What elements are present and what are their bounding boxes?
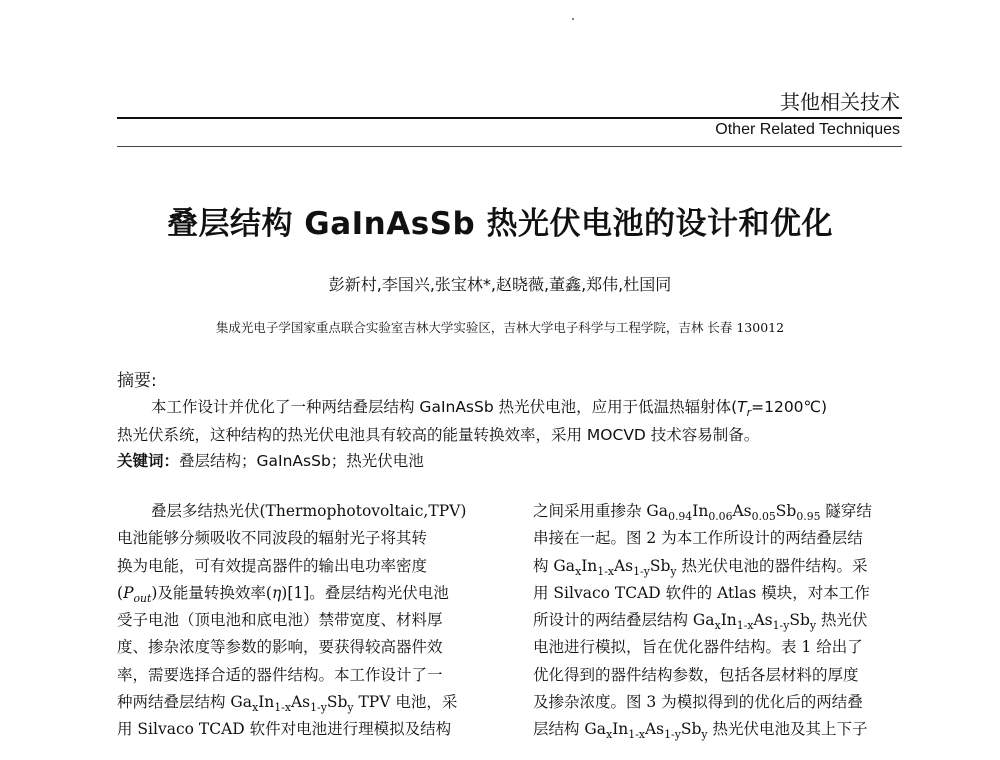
text-line: $(P_{out})$及能量转换效率(η)[1]。叠层结构光伏电池 [117, 583, 449, 605]
text-line: 串接在一起。图 2 为本工作所设计的两结叠层结 [533, 529, 863, 548]
text-line: 层结构 $Ga_xIn_{1-x}As_{1-y}Sb_y$ 热光伏电池及其上下子 [533, 720, 868, 742]
text-line: 换为电能，可有效提高器件的输出电功率密度 [117, 556, 428, 575]
text-line: 所设计的两结叠层结构 $Ga_xIn_{1-x}As_{1-y}Sb_y$ 热光伏 [533, 611, 868, 633]
abstract-line-2: 热光伏系统，这种结构的热光伏电池具有较高的能量转换效率，采用 MOCVD 技术容易制备。 [117, 426, 760, 444]
paper-title: 叠层结构 GaInAsSb 热光伏电池的设计和优化 [166, 206, 833, 242]
header-rule-thin [117, 146, 902, 147]
keywords [117, 449, 424, 471]
header-rule-thick [117, 117, 902, 119]
abstract-line-1: 本工作设计并优化了一种两结叠层结构 GaInAsSb 热光伏电池，应用于低温热辐射体$(T_r=1200℃)$ [151, 398, 827, 420]
text-line: 优化得到的器件结构参数，包括各层材料的厚度 [533, 665, 859, 684]
section-title-en: Other Related Techniques [715, 121, 900, 138]
text-line: 度、掺杂浓度等参数的影响，要获得较高器件效 [117, 638, 443, 657]
text-line: 电池能够分频吸收不同波段的辐射光子将其转 [117, 529, 428, 548]
keywords-list: 叠层结构；GaInAsSb；热光伏电池 [179, 452, 424, 470]
text-line: 之间采用重掺杂 $Ga_{0.94}In_{0.06}As_{0.05}Sb_{0.95}$ 隧穿结 [533, 502, 872, 524]
section-title-zh: 其他相关技术 [780, 90, 900, 114]
text-line: 用 Silvaco TCAD 软件对电池进行理模拟及结构 [117, 720, 452, 739]
keywords-label: 关键词： [117, 452, 180, 470]
author-list: 彭新村,李国兴,张宝林*,赵晓薇,董鑫,郑伟,杜国同 [328, 275, 672, 294]
body-column-left [117, 498, 489, 744]
text-line: 构 $Ga_xIn_{1-x}As_{1-y}Sb_y$ 热光伏电池的器件结构。采 [533, 556, 868, 578]
text-line: 受子电池（顶电池和底电池）禁带宽度、材料厚 [117, 611, 443, 630]
text-line: 电池进行模拟，旨在优化器件结构。表 1 给出了 [533, 638, 863, 657]
body-column-right [533, 498, 905, 744]
abstract-heading: 摘要: [117, 371, 157, 391]
affiliation: 集成光电子学国家重点联合实验室吉林大学实验区，吉林大学电子科学与工程学院，吉林 长春 130012 [215, 320, 785, 335]
text-line: 用 Silvaco TCAD 软件的 Atlas 模块，对本工作 [533, 583, 870, 602]
text-line: 种两结叠层结构 $Ga_xIn_{1-x}As_{1-y}Sb_y$ TPV 电池，采 [117, 693, 458, 715]
abstract-body [117, 393, 905, 449]
text-line: 及掺杂浓度。图 3 为模拟得到的优化后的两结叠 [533, 693, 863, 712]
scan-speck [572, 18, 574, 20]
text-line: 率，需要选择合适的器件结构。本工作设计了一 [117, 665, 443, 684]
text-line: 叠层多结热光伏(Thermophotovoltaic,TPV) [151, 502, 467, 520]
